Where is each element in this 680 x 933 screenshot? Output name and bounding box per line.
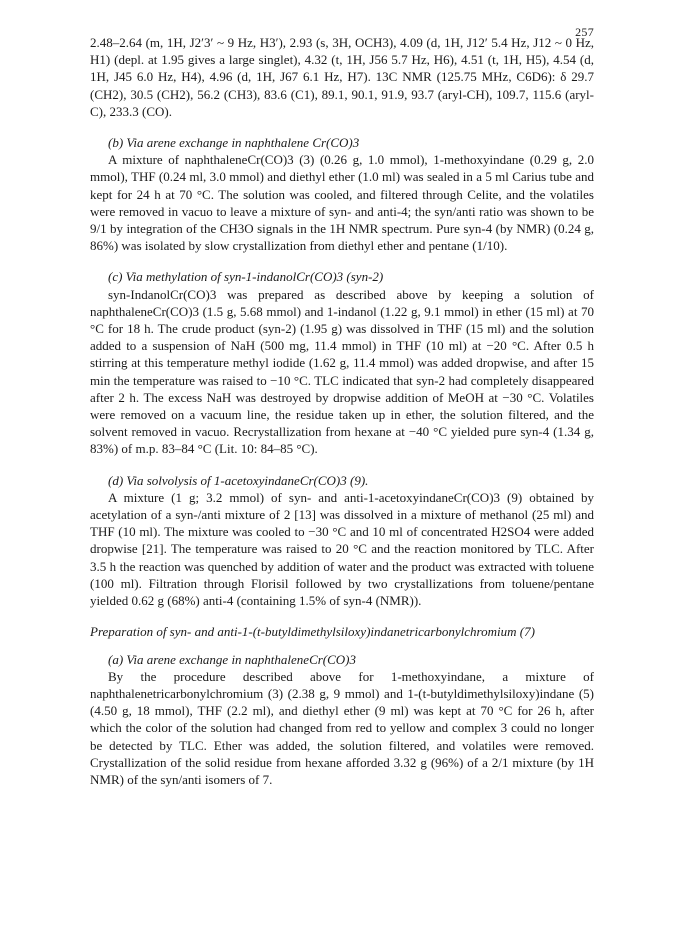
page-body <box>90 34 594 788</box>
procedure-paragraph-b: A mixture of naphthaleneCr(CO)3 (3) (0.26 g, 1.0 mmol), 1-methoxyindane (0.29 g, 2.0 mmol), THF (0.24 ml, 3.0 mmol) and diethyl ether (1.0 ml) was sealed in a 5 ml Carius tube and kept for 24 h at 70 °C. The solution was cooled, and filtered through Celite, and the volatiles were removed in vacuo to leave a mixture of syn- and anti-4; the syn/anti ratio was shown to be 9/1 by integration of the CH3O signals in the 1H NMR spectrum. Pure syn-4 (by NMR) (0.24 g, 86%) was isolated by slow crystallization from diethyl ether and pentane (1/10). <box>90 152 594 254</box>
section-heading-b: (b) Via arene exchange in naphthalene Cr(CO)3 <box>108 135 360 151</box>
nmr-data-paragraph: 2.48–2.64 (m, 1H, J2′3′ ~ 9 Hz, H3′), 2.93 (s, 3H, OCH3), 4.09 (d, 1H, J12′ 5.4 Hz, J12 ~ 0 Hz, H1) (depl. at 1.95 gives a large singlet), 4.32 (t, 1H, J56 5.7 Hz, H6), 4.51 (t, 1H, H5), 4.54 (d, 1H, J45 6.0 Hz, H4), 4.96 (d, 1H, J67 6.1 Hz, H7). 13C NMR (125.75 MHz, C6D6): δ 29.7 (CH2), 30.5 (CH2), 56.2 (CH3), 83.6 (C1), 89.1, 90.1, 91.9, 93.7 (aryl-CH), 109.7, 115.6 (aryl-C), 233.3 (CO). <box>90 35 594 119</box>
procedure-paragraph-d: A mixture (1 g; 3.2 mmol) of syn- and anti-1-acetoxyindaneCr(CO)3 (9) obtained by acetylation of a syn-/anti mixture of 2 [13] was dissolved in a mixture of methanol (25 ml) and THF (10 ml). The mixture was cooled to −30 °C and 10 ml of concentrated H2SO4 were added dropwise [21]. The temperature was raised to 20 °C and the reaction monitored by TLC. After 3.5 h the reaction was quenched by addition of water and the product was extracted with toluene (100 ml). Filtration through Florisil followed by two crystallizations from toluene/pentane yielded 0.62 g (68%) anti-4 (containing 1.5% of syn-4 (NMR)). <box>90 489 594 609</box>
section-heading-d: (d) Via solvolysis of 1-acetoxyindaneCr(CO)3 (9). <box>108 472 369 488</box>
preparation-heading: Preparation of syn- and anti-1-(t-butyldimethylsiloxy)indanetricarbonylchromium (7) <box>90 624 535 640</box>
section-heading-c: (c) Via methylation of syn-1-indanolCr(CO)3 (syn-2) <box>108 269 384 285</box>
section-heading-a: (a) Via arene exchange in naphthaleneCr(CO)3 <box>108 651 357 667</box>
procedure-paragraph-a: By the procedure described above for 1-methoxyindane, a mixture of naphthalenetricarbonylchromium (3) (2.38 g, 9 mmol) and 1-(t-butyldimethylsiloxy)indane (5) (4.50 g, 18 mmol), THF (2.2 ml), and diethyl ether (9 ml) was kept at 70 °C for 26 h, after which the color of the solution had changed from red to yellow and complex 3 could no longer be detected by TLC. Ether was added, the solution filtered, and volatiles were removed. Crystallization of the solid residue from hexane afforded 3.32 g (96%) of a 2/1 mixture (by 1H NMR) of the syn/anti isomers of 7. <box>90 668 594 787</box>
procedure-paragraph-c: syn-IndanolCr(CO)3 was prepared as described above by keeping a solution of naphthaleneCr(CO)3 (1.5 g, 5.68 mmol) and 1-indanol (1.22 g, 9.1 mmol) in ether (15 ml) at 70 °C for 18 h. The crude product (syn-2) (1.95 g) was dissolved in THF (15 ml) and the solution added to a suspension of NaH (500 mg, 11.4 mmol) in THF (10 ml) at −20 °C. After 0.5 h stirring at this temperature methyl iodide (1.62 g, 11.4 mmol) was added dropwise, and after 15 min the temperature was raised to −10 °C. TLC indicated that syn-2 had completely disappeared after 2 h. The excess NaH was destroyed by dropwise addition of MeOH at −30 °C. Volatiles were removed on a vacuum line, the residue taken up in ether, the solution filtered, and the solvent removed in vacuo. Recrystallization from hexane at −40 °C yielded pure syn-4 (1.34 g, 83%) of m.p. 83–84 °C (Lit. 10: 84–85 °C). <box>90 286 594 457</box>
page-number: 257 <box>575 25 594 39</box>
